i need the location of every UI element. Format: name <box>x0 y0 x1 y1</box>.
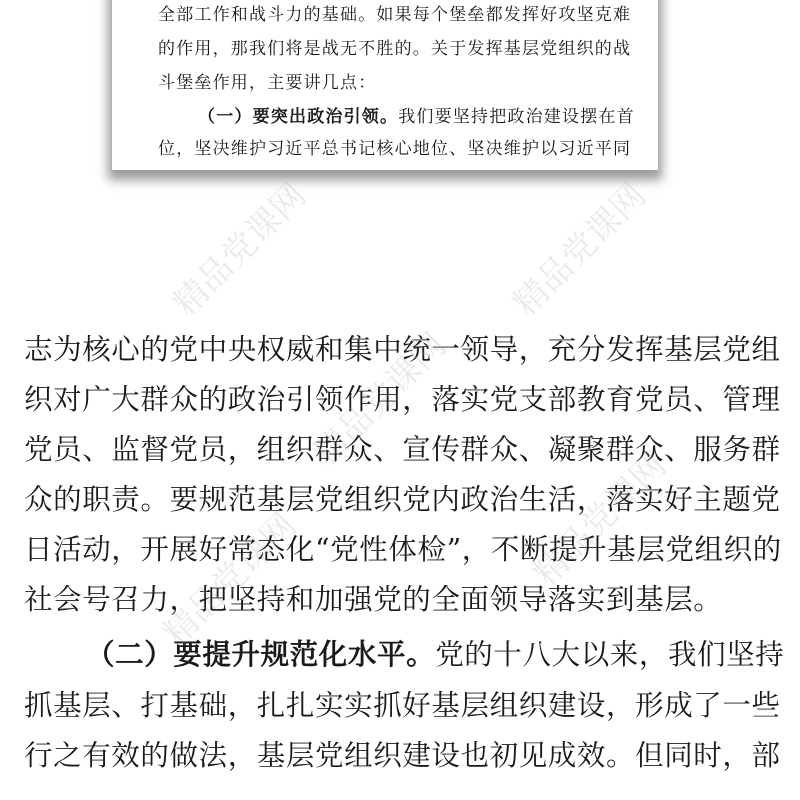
card-heading-bold: （一）要突出政治引领。 <box>198 107 399 127</box>
card-line-1: 全部工作和战斗力的基础。如果每个堡垒都发挥好攻坚克难 <box>158 5 632 25</box>
watermark: 精品党课网 <box>155 505 305 654</box>
body-line-7: 抓基层、打基础，扎扎实实抓好基层组织建设，形成了一些 <box>24 689 781 722</box>
body-line-6: 社会号召力，把坚持和加强党的全面领导落实到基层。 <box>24 583 723 616</box>
card-line-2: 的作用，那我们将是战无不胜的。关于发挥基层党组织的战 <box>158 39 632 59</box>
body-heading-two <box>86 632 800 677</box>
card-heading-rest: 我们要坚持把政治建设摆在首 <box>398 107 635 127</box>
body-line-3: 党员、监督党员，组织群众、宣传群众、凝聚群众、服务群 <box>24 433 781 466</box>
body-line-4: 众的职责。要规范基层党组织党内政治生活，落实好主题党 <box>24 483 781 516</box>
body-line-8: 行之有效的做法，基层党组织建设也初见成效。但同时，部 <box>24 739 781 772</box>
document-zoom-card <box>112 0 658 170</box>
card-line-5: 位，坚决维护习近平总书记核心地位、坚决维护以习近平同 <box>158 139 632 159</box>
body-heading-rest: 党的十八大以来，我们坚持 <box>435 638 785 671</box>
card-heading-one <box>198 102 658 132</box>
watermark: 精品党课网 <box>525 445 675 594</box>
body-line-2: 织对广大群众的政治引领作用，落实党支部教育党员、管理 <box>24 383 781 416</box>
watermark: 精品党课网 <box>305 325 455 474</box>
watermark: 精品党课网 <box>165 175 315 324</box>
card-line-3: 斗堡垒作用，主要讲几点： <box>158 73 377 93</box>
body-heading-bold: （二）要提升规范化水平。 <box>86 637 436 671</box>
body-line-5: 日活动，开展好常态化“党性体检”，不断提升基层党组织的 <box>24 533 782 566</box>
body-line-1: 志为核心的党中央权威和集中统一领导，充分发挥基层党组 <box>24 333 781 366</box>
watermark: 精品党课网 <box>505 175 655 324</box>
